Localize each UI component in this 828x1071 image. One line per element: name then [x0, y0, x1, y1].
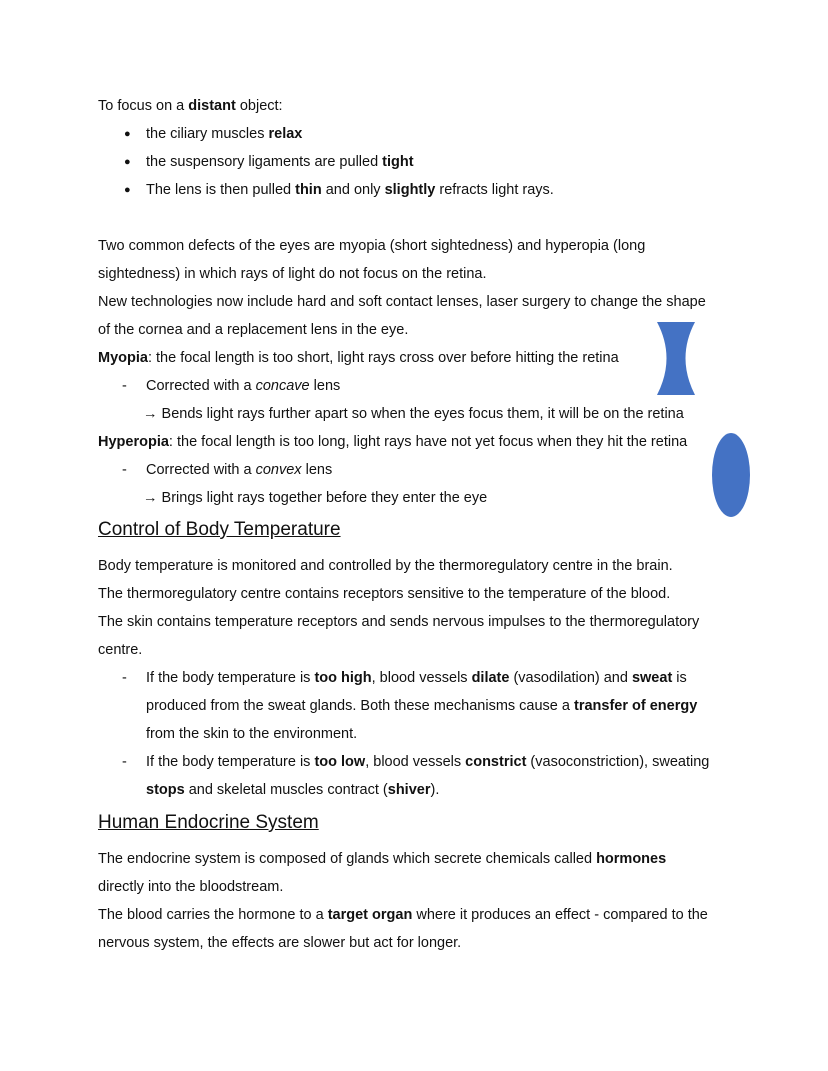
- bold-text: dilate: [471, 670, 510, 686]
- text-run: sightedness) in which rays of light do not focus on the retina.: [98, 266, 487, 282]
- dash-marker: -: [122, 754, 127, 770]
- text-run: (vasodilation) and: [509, 670, 632, 686]
- bold-text: Hyperopia: [98, 434, 169, 450]
- text-run: and skeletal muscles contract (: [184, 782, 388, 798]
- heading-body-temperature: Control of Body Temperature: [98, 519, 341, 540]
- bold-text: sweat: [631, 670, 673, 686]
- text-run: directly into the bloodstream.: [98, 879, 284, 895]
- text-run: lens: [309, 378, 341, 394]
- text-run: → Brings light rays together before they enter the eye: [143, 490, 488, 506]
- text-run: the suspensory ligaments are pulled: [146, 154, 383, 170]
- text-run: New technologies now include hard and soft contact lenses, laser surgery to change the shape: [98, 294, 706, 310]
- text-run: If the body temperature is: [146, 754, 315, 770]
- text-run: nervous system, the effects are slower but act for longer.: [98, 935, 462, 951]
- bold-text: thin: [295, 182, 322, 198]
- italic-text: convex: [255, 462, 302, 478]
- text-run: object:: [235, 98, 283, 114]
- text-run: The blood carries the hormone to a: [98, 907, 328, 923]
- bold-text: distant: [188, 98, 236, 114]
- text-run: The endocrine system is composed of glands which secrete chemicals called: [98, 851, 597, 867]
- bullet-marker: ●: [124, 184, 131, 196]
- text-run: from the skin to the environment.: [146, 726, 358, 742]
- text-run: , blood vessels: [365, 754, 466, 770]
- text-run: Body temperature is monitored and controlled by the thermoregulatory centre in the brain.: [98, 558, 673, 574]
- text-run: lens: [301, 462, 333, 478]
- text-run: : the focal length is too short, light rays cross over before hitting the retina: [147, 350, 619, 366]
- bold-text: hormones: [596, 851, 667, 867]
- dash-marker: -: [122, 462, 127, 478]
- text-run: centre.: [98, 642, 143, 658]
- text-run: and only: [321, 182, 385, 198]
- convex-lens-shape: [712, 433, 750, 517]
- heading-endocrine-system: Human Endocrine System: [98, 812, 319, 833]
- bold-text: stops: [146, 782, 185, 798]
- dash-marker: -: [122, 378, 127, 394]
- text-run: The skin contains temperature receptors and sends nervous impulses to the thermoregulatory: [98, 614, 700, 630]
- dash-marker: -: [122, 670, 127, 686]
- bold-text: constrict: [465, 754, 527, 770]
- bold-text: tight: [382, 154, 414, 170]
- bold-text: slightly: [384, 182, 436, 198]
- italic-text: concave: [255, 378, 310, 394]
- bold-text: too high: [314, 670, 372, 686]
- text-run: Two common defects of the eyes are myopia (short sightedness) and hyperopia (long: [98, 238, 646, 254]
- text-run: → Bends light rays further apart so when the eyes focus them, it will be on the retina: [143, 406, 684, 422]
- text-run: of the cornea and a replacement lens in the eye.: [98, 322, 409, 338]
- bold-text: relax: [268, 126, 303, 142]
- text-run: The thermoregulatory centre contains receptors sensitive to the temperature of the blood.: [98, 586, 671, 602]
- text-run: : the focal length is too long, light rays have not yet focus when they hit the retina: [168, 434, 688, 450]
- bold-text: target organ: [327, 907, 413, 923]
- text-run: (vasoconstriction), sweating: [526, 754, 710, 770]
- bold-text: transfer of energy: [573, 698, 698, 714]
- text-run: If the body temperature is: [146, 670, 315, 686]
- text-run: is: [672, 670, 687, 686]
- text-run: ).: [430, 782, 440, 798]
- text-run: where it produces an effect - compared to the: [412, 907, 708, 923]
- text-run: To focus on a: [98, 98, 189, 114]
- text-run: The lens is then pulled: [146, 182, 296, 198]
- text-run: , blood vessels: [371, 670, 472, 686]
- text-run: the ciliary muscles: [146, 126, 269, 142]
- text-run: Corrected with a: [146, 462, 256, 478]
- text-run: Corrected with a: [146, 378, 256, 394]
- concave-lens-shape: [657, 322, 695, 395]
- bullet-marker: ●: [124, 128, 131, 140]
- bold-text: too low: [314, 754, 366, 770]
- bold-text: shiver: [387, 782, 431, 798]
- bold-text: Myopia: [98, 350, 148, 366]
- text-run: refracts light rays.: [435, 182, 554, 198]
- text-run: produced from the sweat glands. Both these mechanisms cause a: [146, 698, 574, 714]
- bullet-marker: ●: [124, 156, 131, 168]
